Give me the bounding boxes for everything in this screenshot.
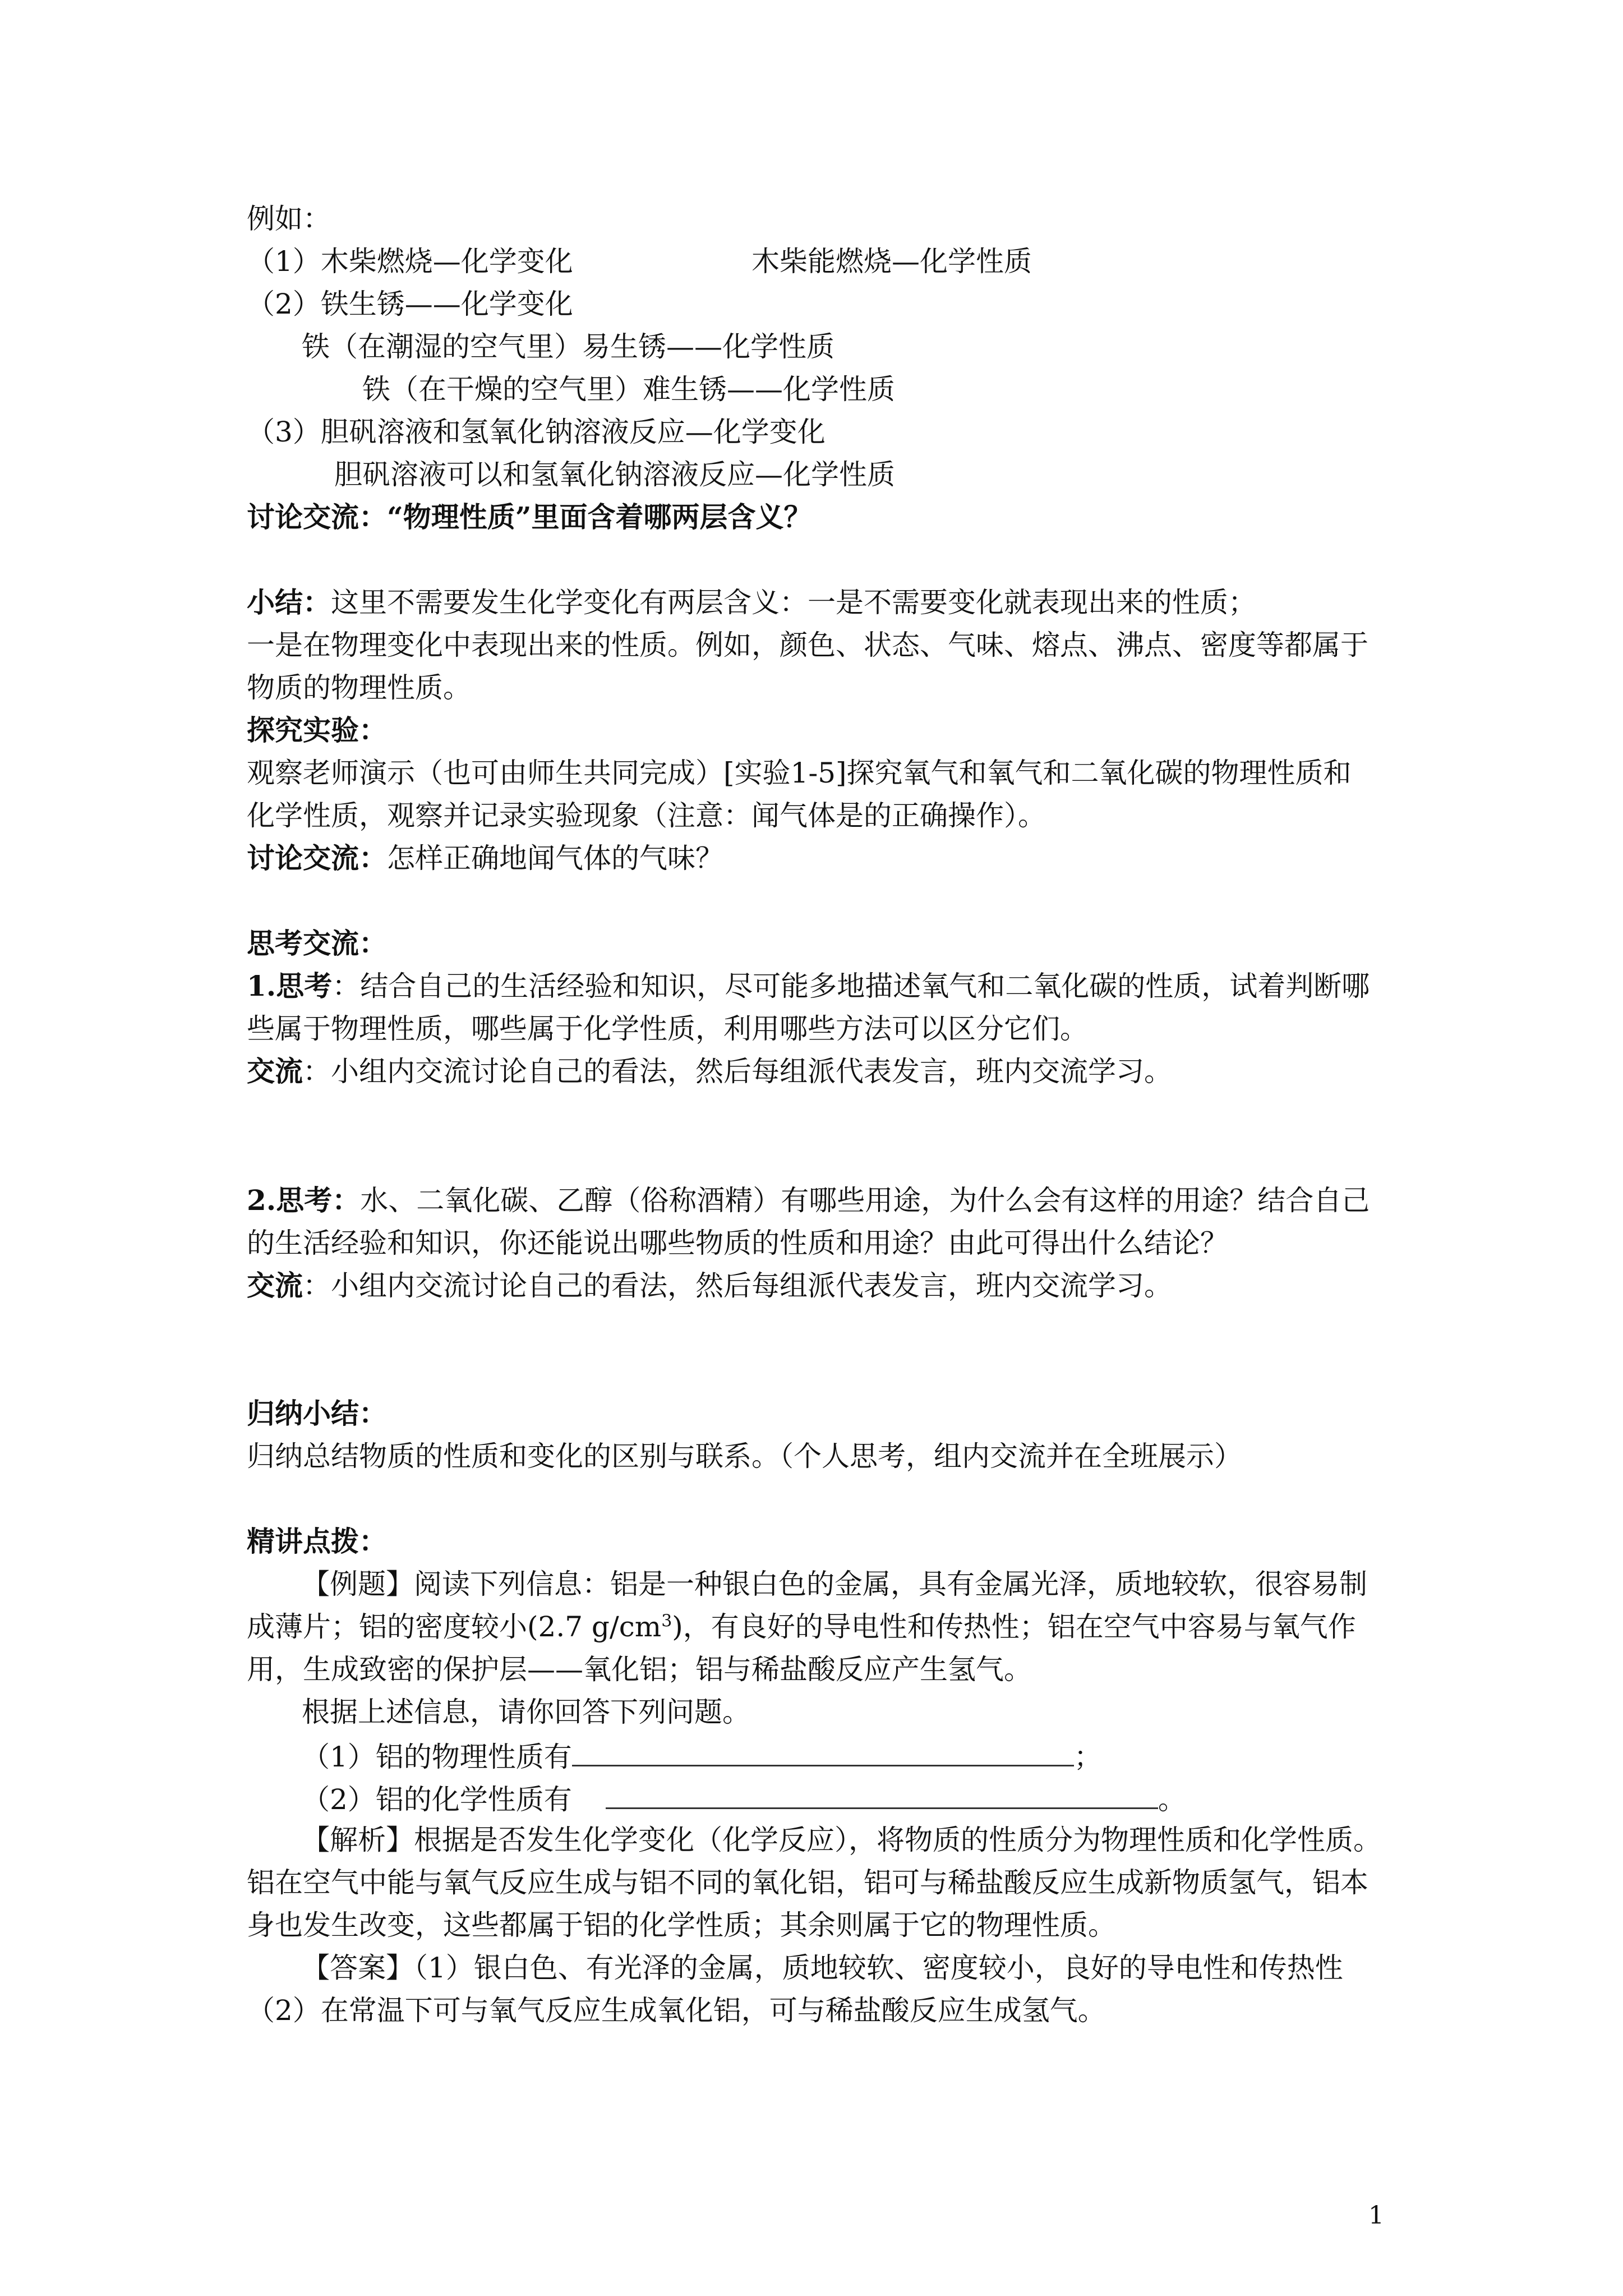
example-problem-line-4: 根据上述信息，请你回答下列问题。	[302, 1696, 750, 1728]
example-line-3-property: 胆矾溶液可以和氢氧化钠溶液反应—化学性质	[334, 458, 895, 491]
lecture-heading: 精讲点拨：	[247, 1525, 387, 1558]
analysis-line-1: 【解析】根据是否发生化学变化（化学反应），将物质的性质分为物理性质和化学性质。	[302, 1824, 1381, 1856]
example-problem-line-1: 【例题】阅读下列信息：铝是一种银白色的金属，具有金属光泽，质地较软，很容易制	[302, 1568, 1367, 1600]
exchange-2-label: 交流	[247, 1269, 303, 1302]
think-q1-label: 1.思考	[247, 969, 333, 1002]
think-q1-line-2: 些属于物理性质，哪些属于化学性质，利用哪些方法可以区分它们。	[247, 1013, 1088, 1045]
analysis-line-2: 铝在空气中能与氧气反应生成与铝不同的氧化铝，铝可与稀盐酸反应生成新物质氢气，铝本	[247, 1866, 1368, 1899]
analysis-line-3: 身也发生改变，这些都属于铝的化学性质；其余则属于它的物理性质。	[247, 1909, 1116, 1941]
example-line-1	[247, 245, 1387, 278]
think-q2-line-2: 的生活经验和知识，你还能说出哪些物质的性质和用途？由此可得出什么结论？	[247, 1227, 1228, 1259]
example-line-2-dry: 铁（在干燥的空气里）难生锈——化学性质	[362, 373, 895, 406]
example-line-3: （3）胆矾溶液和氢氧化钠溶液反应—化学变化	[247, 416, 826, 448]
discussion-2-label: 讨论交流：	[247, 841, 387, 875]
example-problem-tag: 【例题】	[302, 1568, 414, 1600]
question-1: （1）铝的物理性质有 ；	[302, 1738, 1387, 1774]
think-heading: 思考交流：	[247, 927, 387, 960]
experiment-line-2: 化学性质，观察并记录实验现象（注意：闻气体是的正确操作）。	[247, 799, 1046, 832]
example-line-2: （2）铁生锈——化学变化	[247, 288, 573, 320]
think-q1-line-1: 1.思考：结合自己的生活经验和知识，尽可能多地描述氧气和二氧化碳的性质，试着判断哪	[247, 969, 1370, 1002]
summary-line-2: 一是在物理变化中表现出来的性质。例如，颜色、状态、气味、熔点、沸点、密度等都属于	[247, 629, 1368, 661]
example-1-change: （1）木柴燃烧—化学变化	[247, 245, 573, 278]
discussion-1	[247, 500, 1387, 534]
exchange-1-label: 交流	[247, 1055, 303, 1088]
superscript-3: 3	[661, 1611, 672, 1631]
think-q2-line-1: 2.思考：水、二氧化碳、乙醇（俗称酒精）有哪些用途，为什么会有这样的用途？结合自己	[247, 1184, 1370, 1217]
question-2: （2）铝的化学性质有 。	[302, 1780, 1387, 1816]
summary-line-3: 物质的物理性质。	[247, 671, 471, 704]
answer-line-1: 【答案】（1）银白色、有光泽的金属，质地较软、密度较小，良好的导电性和传热性	[302, 1952, 1343, 1984]
example-problem-line-2: 成薄片；铝的密度较小(2.7 $g/cm^3$)，有良好的导电性和传热性；铝在空气中容易与氧气作	[247, 1611, 1356, 1643]
think-exchange-1: 交流：小组内交流讨论自己的看法，然后每组派代表发言，班内交流学习。	[247, 1055, 1172, 1088]
answer-line-2: （2）在常温下可与氧气反应生成氧化铝，可与稀盐酸反应生成氢气。	[247, 1994, 1106, 2027]
summary-line-1: 小结：这里不需要发生化学变化有两层含义：一是不需要变化就表现出来的性质；	[247, 586, 1256, 619]
think-exchange-2: 交流：小组内交流讨论自己的看法，然后每组派代表发言，班内交流学习。	[247, 1269, 1172, 1302]
analysis-tag: 【解析】	[302, 1824, 414, 1856]
conclusion-text: 归纳总结物质的性质和变化的区别与联系。（个人思考，组内交流并在全班展示）	[247, 1440, 1242, 1473]
discussion-2: 讨论交流：怎样正确地闻气体的气味？	[247, 841, 723, 875]
discussion-1-text: “物理性质”里面含着哪两层含义？	[387, 500, 812, 533]
think-q2-label: 2.思考：	[247, 1184, 361, 1217]
conclusion-heading: 归纳小结：	[247, 1397, 387, 1430]
page-number: 1	[1368, 2201, 1384, 2230]
answer-blank-2[interactable]	[606, 1780, 1158, 1809]
answer-tag: 【答案】	[302, 1952, 414, 1984]
example-1-property: 木柴能燃烧—化学性质	[751, 245, 1032, 278]
example-problem-line-3: 用，生成致密的保护层——氧化铝；铝与稀盐酸反应产生氢气。	[247, 1653, 1032, 1686]
experiment-line-1: 观察老师演示（也可由师生共同完成）[实验1-5]探究氧气和氧气和二氧化碳的物理性质和	[247, 757, 1352, 789]
experiment-heading: 探究实验：	[247, 714, 387, 747]
summary-label: 小结：	[247, 586, 331, 619]
discussion-1-label: 讨论交流：	[247, 500, 387, 533]
example-line-2-humid: 铁（在潮湿的空气里）易生锈——化学性质	[302, 330, 834, 363]
example-intro: 例如：	[247, 203, 331, 235]
answer-blank-1[interactable]	[572, 1738, 1074, 1766]
